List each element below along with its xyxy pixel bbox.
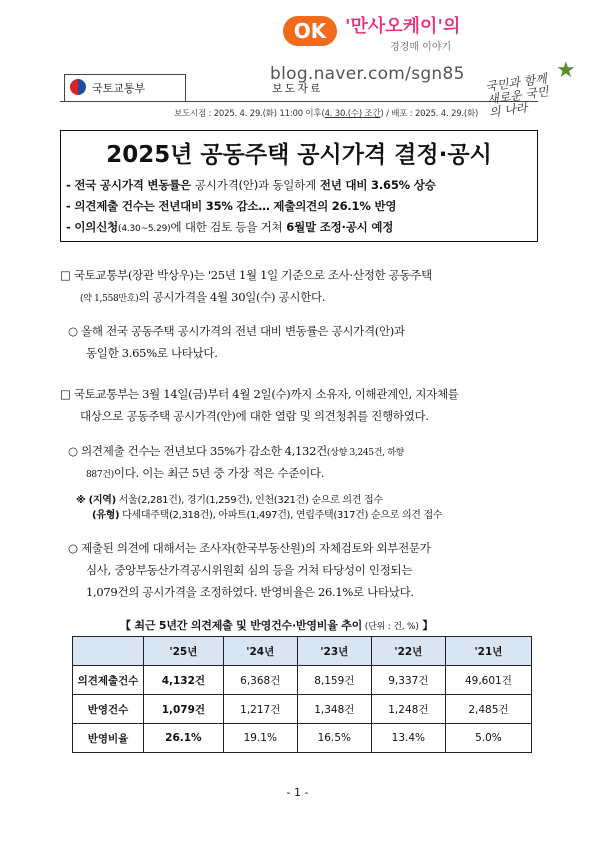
table-caption: 【 최근 5년간 의견제출 및 반영건수·반영비율 추이 (단위 : 건, %) 】 [120,619,434,632]
paragraph-5-line-2: 심사, 중앙부동산가격공시위원회 심의 등을 거쳐 타당성이 인정되는 [86,563,413,577]
table-cell: 4,132건 [144,666,224,695]
table-cell: 49,601건 [445,666,531,695]
table-cell: 2,485건 [445,695,531,724]
paragraph-3-line-2: 대상으로 공동주택 공시가격(안)에 대한 열람 및 의견청취를 진행하였다. [80,409,429,423]
table-row [73,724,532,753]
paragraph-5-line-1: ○ 제출된 의견에 대해서는 조사자(한국부동산원)의 자체검토와 외부전문가 [68,541,431,555]
table-cell: 9,337건 [371,666,445,695]
table-cell: 8,159건 [297,666,371,695]
note-type: (유형) 다세대주택(2,318건), 아파트(1,497건), 연립주택(317건) 순으로 의견 접수 [92,510,443,521]
table-row [73,695,532,724]
column-header: '23년 [297,637,371,666]
summary-line-3: - 이의신청(4.30~5.29)에 대한 검토 등을 거쳐 6월말 조정·공시 예정 [66,220,394,234]
paragraph-4-line-2: 887건)이다. 이는 최근 5년 중 가장 적은 수준이다. [86,466,325,480]
paragraph-1-line-2: (약 1,558만호)의 공시가격을 4월 30일(수) 공시한다. [80,290,326,304]
paragraph-2-line-1: ○ 올해 전국 공동주택 공시가격의 전년 대비 변동률은 공시가격(안)과 [68,324,405,338]
paragraph-1-line-1: □ 국토교통부(장관 박상우)는 '25년 1월 1일 기준으로 조사·산정한 공동주택 [60,268,432,282]
paragraph-3-line-1: □ 국토교통부는 3월 14일(금)부터 4월 2일(수)까지 소유자, 이해관계인, 지자체를 [60,387,459,401]
table-cell: 19.1% [223,724,297,753]
page-number: - 1 - [286,786,309,799]
row-label: 반영건수 [73,695,144,724]
blog-watermark-url: blog.naver.com/sgn85 [270,64,465,84]
table-cell: 1,079건 [144,695,224,724]
embargo-line: 보도시점 : 2025. 4. 29.(화) 11:00 이후(4. 30.(수) 조간) / 배포 : 2025. 4. 29.(화) [174,109,479,119]
table-corner-cell [73,637,144,666]
summary-line-2: - 의견제출 건수는 전년대비 35% 감소… 제출의견의 26.1% 반영 [66,199,397,213]
paragraph-2-line-2: 동일한 3.65%로 나타났다. [86,346,218,360]
table-cell: 5.0% [445,724,531,753]
row-label: 반영비율 [73,724,144,753]
row-label: 의견제출건수 [73,666,144,695]
star-icon: ★ [556,58,576,83]
ok-badge-logo: OK [283,16,337,46]
paragraph-4-line-1: ○ 의견제출 건수는 전년보다 35%가 감소한 4,132건(상향 3,245건, 하향 [68,444,405,458]
header-divider [60,101,538,102]
column-header: '25년 [144,637,224,666]
table-cell: 1,248건 [371,695,445,724]
note-region: ※ (지역) 서울(2,281건), 경기(1,259건), 인천(321건) 순으로 의견 접수 [76,495,383,506]
document-type: 보도자료 [272,82,323,95]
column-header: '21년 [445,637,531,666]
table-cell: 6,368건 [223,666,297,695]
table-cell: 26.1% [144,724,224,753]
column-header: '24년 [223,637,297,666]
ministry-name: 국토교통부 [92,82,146,95]
blog-watermark-title: '만사오케이'의 [345,16,461,37]
paragraph-5-line-3: 1,079건의 공시가격을 조정하였다. 반영비율은 26.1%로 나타났다. [86,585,414,599]
blog-watermark-subtitle: 경경매 이야기 [390,42,452,53]
page-title: 2025년 공동주택 공시가격 결정·공시 [106,142,492,168]
table-header-row [73,637,532,666]
column-header: '22년 [371,637,445,666]
statistics-table [72,636,532,753]
table-row [73,666,532,695]
taegeuk-logo-icon [70,79,86,95]
government-slogan: 국민과 함께 새로운 국민의 나라 [484,71,550,120]
table-cell: 1,348건 [297,695,371,724]
table-cell: 1,217건 [223,695,297,724]
summary-line-1: - 전국 공시가격 변동률은 공시가격(안)과 동일하게 전년 대비 3.65% 상승 [66,178,436,192]
table-cell: 16.5% [297,724,371,753]
table-cell: 13.4% [371,724,445,753]
